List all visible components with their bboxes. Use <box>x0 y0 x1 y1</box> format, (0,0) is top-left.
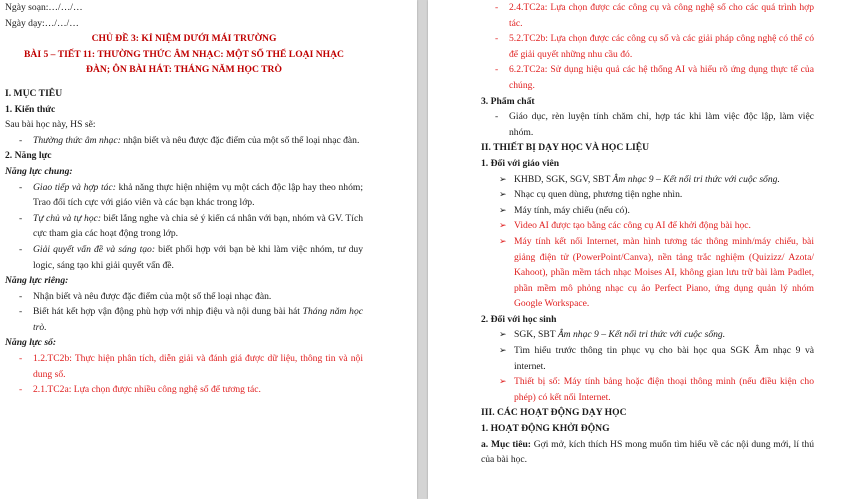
dash-bullet: - <box>19 243 23 255</box>
arrow-bullet-icon: ➢ <box>499 329 507 340</box>
arrow-bullet-icon: ➢ <box>499 173 507 184</box>
digital-item <box>481 0 814 31</box>
student-item-text: Thiết bị số: Máy tính bảng hoặc điện thoại thông minh (nếu điều kiện cho phép) có kết nối Internet. <box>514 376 814 403</box>
general-item <box>5 180 363 211</box>
general-item-text: biết phối hợp với bạn bè khi làm việc nhóm, tư duy logic, sáng tạo khi giải quyết vấn đề. <box>33 243 364 271</box>
student-item-text: Tìm hiểu trước thông tin phục vụ cho bài học qua SGK Âm nhạc 9 và internet. <box>514 345 814 372</box>
specific-competency-heading: Năng lực riêng: <box>5 275 69 287</box>
lesson-title-line-1: BÀI 5 – TIẾT 11: THƯỜNG THỨC ÂM NHẠC: MỘT SỐ THỂ LOẠI NHẠC <box>24 48 344 60</box>
knowledge-intro: Sau bài học này, HS sẽ: <box>5 119 96 131</box>
teacher-item <box>481 172 814 188</box>
dash-bullet: - <box>19 290 23 302</box>
student-item <box>481 343 814 374</box>
arrow-bullet-icon: ➢ <box>499 189 507 200</box>
left-page <box>0 0 417 499</box>
general-item-text: biết lắng nghe và chia sẻ ý kiến cá nhân với bạn, nhóm và GV. Tích cực tham gia các hoạt động trong lớp. <box>33 212 363 240</box>
arrow-bullet-icon: ➢ <box>499 204 507 215</box>
right-page <box>428 0 842 499</box>
general-item <box>5 211 363 242</box>
digital-item <box>481 62 814 93</box>
teacher-item-text: Nhạc cụ quen dùng, phương tiện nghe nhìn. <box>514 189 683 201</box>
dash-bullet: - <box>19 384 23 396</box>
activity-heading: 1. HOẠT ĐỘNG KHỞI ĐỘNG <box>481 423 610 435</box>
general-item-text: khả năng thực hiện nhiệm vụ một cách độc lập hay theo nhóm; Trao đổi tích cực với giáo viên và các bạn khác trong lớp. <box>33 181 363 209</box>
general-item-label: Giải quyết vấn đề và sáng tạo: <box>33 243 156 255</box>
arrow-bullet-icon: ➢ <box>499 345 507 356</box>
lesson-title-line-2: ĐÀN; ÔN BÀI HÁT: THÁNG NĂM HỌC TRÒ <box>86 64 282 76</box>
teacher-item-text: Video AI được tạo bằng các công cụ AI để khởi động bài học. <box>514 220 751 232</box>
teacher-item <box>481 234 814 312</box>
section-objectives: I. MỤC TIÊU <box>5 87 63 99</box>
student-heading: 2. Đối với học sinh <box>481 313 557 325</box>
arrow-bullet-icon: ➢ <box>499 220 507 231</box>
general-item <box>5 242 363 273</box>
teacher-item <box>481 203 814 219</box>
quality-item <box>481 109 814 140</box>
date-composed: Ngày soạn:…/…/… <box>5 2 83 13</box>
dash-bullet: - <box>495 33 499 45</box>
objective-paragraph <box>481 437 814 468</box>
song-title: Tháng năm học trò. <box>33 306 363 333</box>
teacher-item-text: KHBD, SGK, SGV, SBT <box>514 173 613 185</box>
book-title: Âm nhạc 9 – Kết nối tri thức với cuộc sống. <box>557 329 726 341</box>
left-page-content <box>5 0 363 398</box>
topic-title: CHỦ ĐỀ 3: KỈ NIỆM DƯỚI MÁI TRƯỜNG <box>91 33 277 45</box>
general-competency-heading: Năng lực chung: <box>5 165 73 177</box>
digital-item-text: 2.4.TC2a: Lựa chọn được các công cụ và công nghệ số cho các quá trình hợp tác. <box>509 2 814 29</box>
objective-text: Gợi mở, kích thích HS mong muốn tìm hiểu về các nội dung mới, lí thú của bài học. <box>481 438 814 466</box>
digital-item-text: 2.1.TC2a: Lựa chọn được nhiều công nghệ số để tương tác. <box>33 384 261 396</box>
teacher-item-text: Máy tính kết nối Internet, màn hình tương tác thông minh/máy chiếu, bài giảng điện tử (PowerPoint/Canva), nền tảng trắc nghiệm (Quizizz/ Azota/ Kahoot), phần mềm tách nhạc Moises AI, không gian lưu trữ bài làm Padlet, phần mềm mô phỏng nhạc cụ ảo Perfect Piano, ứng dụng quản lý nhóm Google Workspace. <box>514 235 814 310</box>
dash-bullet: - <box>19 353 23 365</box>
arrow-bullet-icon: ➢ <box>499 235 507 246</box>
teacher-item <box>481 187 814 203</box>
dash-bullet: - <box>495 64 499 76</box>
knowledge-item <box>5 133 363 149</box>
teacher-item <box>481 218 814 234</box>
knowledge-item-label: Thường thức âm nhạc: <box>33 134 121 146</box>
right-page-content <box>481 0 814 468</box>
quality-heading: 3. Phẩm chất <box>481 95 535 107</box>
objective-label: a. Mục tiêu: <box>481 438 531 450</box>
knowledge-heading: 1. Kiến thức <box>5 103 56 115</box>
specific-item-text: Nhận biết và nêu được đặc điểm của một số thể loại nhạc đàn. <box>33 290 272 302</box>
digital-item-text: 1.2.TC2b: Thực hiện phân tích, diễn giải và đánh giá được dữ liệu, thông tin và nội dung số. <box>33 353 363 380</box>
specific-item <box>5 289 363 305</box>
dash-bullet: - <box>19 306 23 318</box>
digital-competency-heading: Năng lực số: <box>5 337 57 349</box>
dash-bullet: - <box>495 2 499 13</box>
digital-item <box>481 31 814 62</box>
arrow-bullet-icon: ➢ <box>499 376 507 387</box>
student-item-text: SGK, SBT <box>514 329 558 341</box>
dash-bullet: - <box>19 181 23 193</box>
general-item-label: Giao tiếp và hợp tác: <box>33 181 116 193</box>
quality-item-text: Giáo dục, rèn luyện tính chăm chỉ, hợp tác khi làm việc độc lập, làm việc nhóm. <box>509 111 814 138</box>
dash-bullet: - <box>19 212 23 224</box>
student-item <box>481 374 814 405</box>
student-item <box>481 327 814 343</box>
section-activities: III. CÁC HOẠT ĐỘNG DẠY HỌC <box>481 407 627 419</box>
digital-item <box>5 351 363 382</box>
general-item-label: Tự chủ và tự học: <box>33 212 102 224</box>
teacher-item-text: Máy tính, máy chiếu (nếu có). <box>514 204 630 216</box>
dash-bullet: - <box>19 134 23 146</box>
dash-bullet: - <box>495 111 499 123</box>
section-equipment: II. THIẾT BỊ DẠY HỌC VÀ HỌC LIỆU <box>481 142 650 154</box>
digital-item <box>5 382 363 398</box>
teacher-heading: 1. Đối với giáo viên <box>481 157 560 169</box>
digital-item-text: 5.2.TC2b: Lựa chọn được các công cụ số và các giải pháp công nghệ có thể có để giải quyết những nhu cầu đó. <box>509 33 814 60</box>
book-title: Âm nhạc 9 – Kết nối tri thức với cuộc sống. <box>612 173 780 185</box>
date-taught: Ngày dạy:…/…/… <box>5 17 79 29</box>
specific-item-text: Biết hát kết hợp vận động phù hợp với nhịp điệu và nội dung bài hát <box>33 306 303 318</box>
digital-item-text: 6.2.TC2a: Sử dụng hiệu quả các hệ thống AI và hiểu rõ ứng dụng thực tế của chúng. <box>509 64 814 91</box>
knowledge-item-text: nhận biết và nêu được đặc điểm của một số thể loại nhạc đàn. <box>120 134 360 146</box>
specific-item <box>5 304 363 335</box>
competency-heading: 2. Năng lực <box>5 150 52 162</box>
